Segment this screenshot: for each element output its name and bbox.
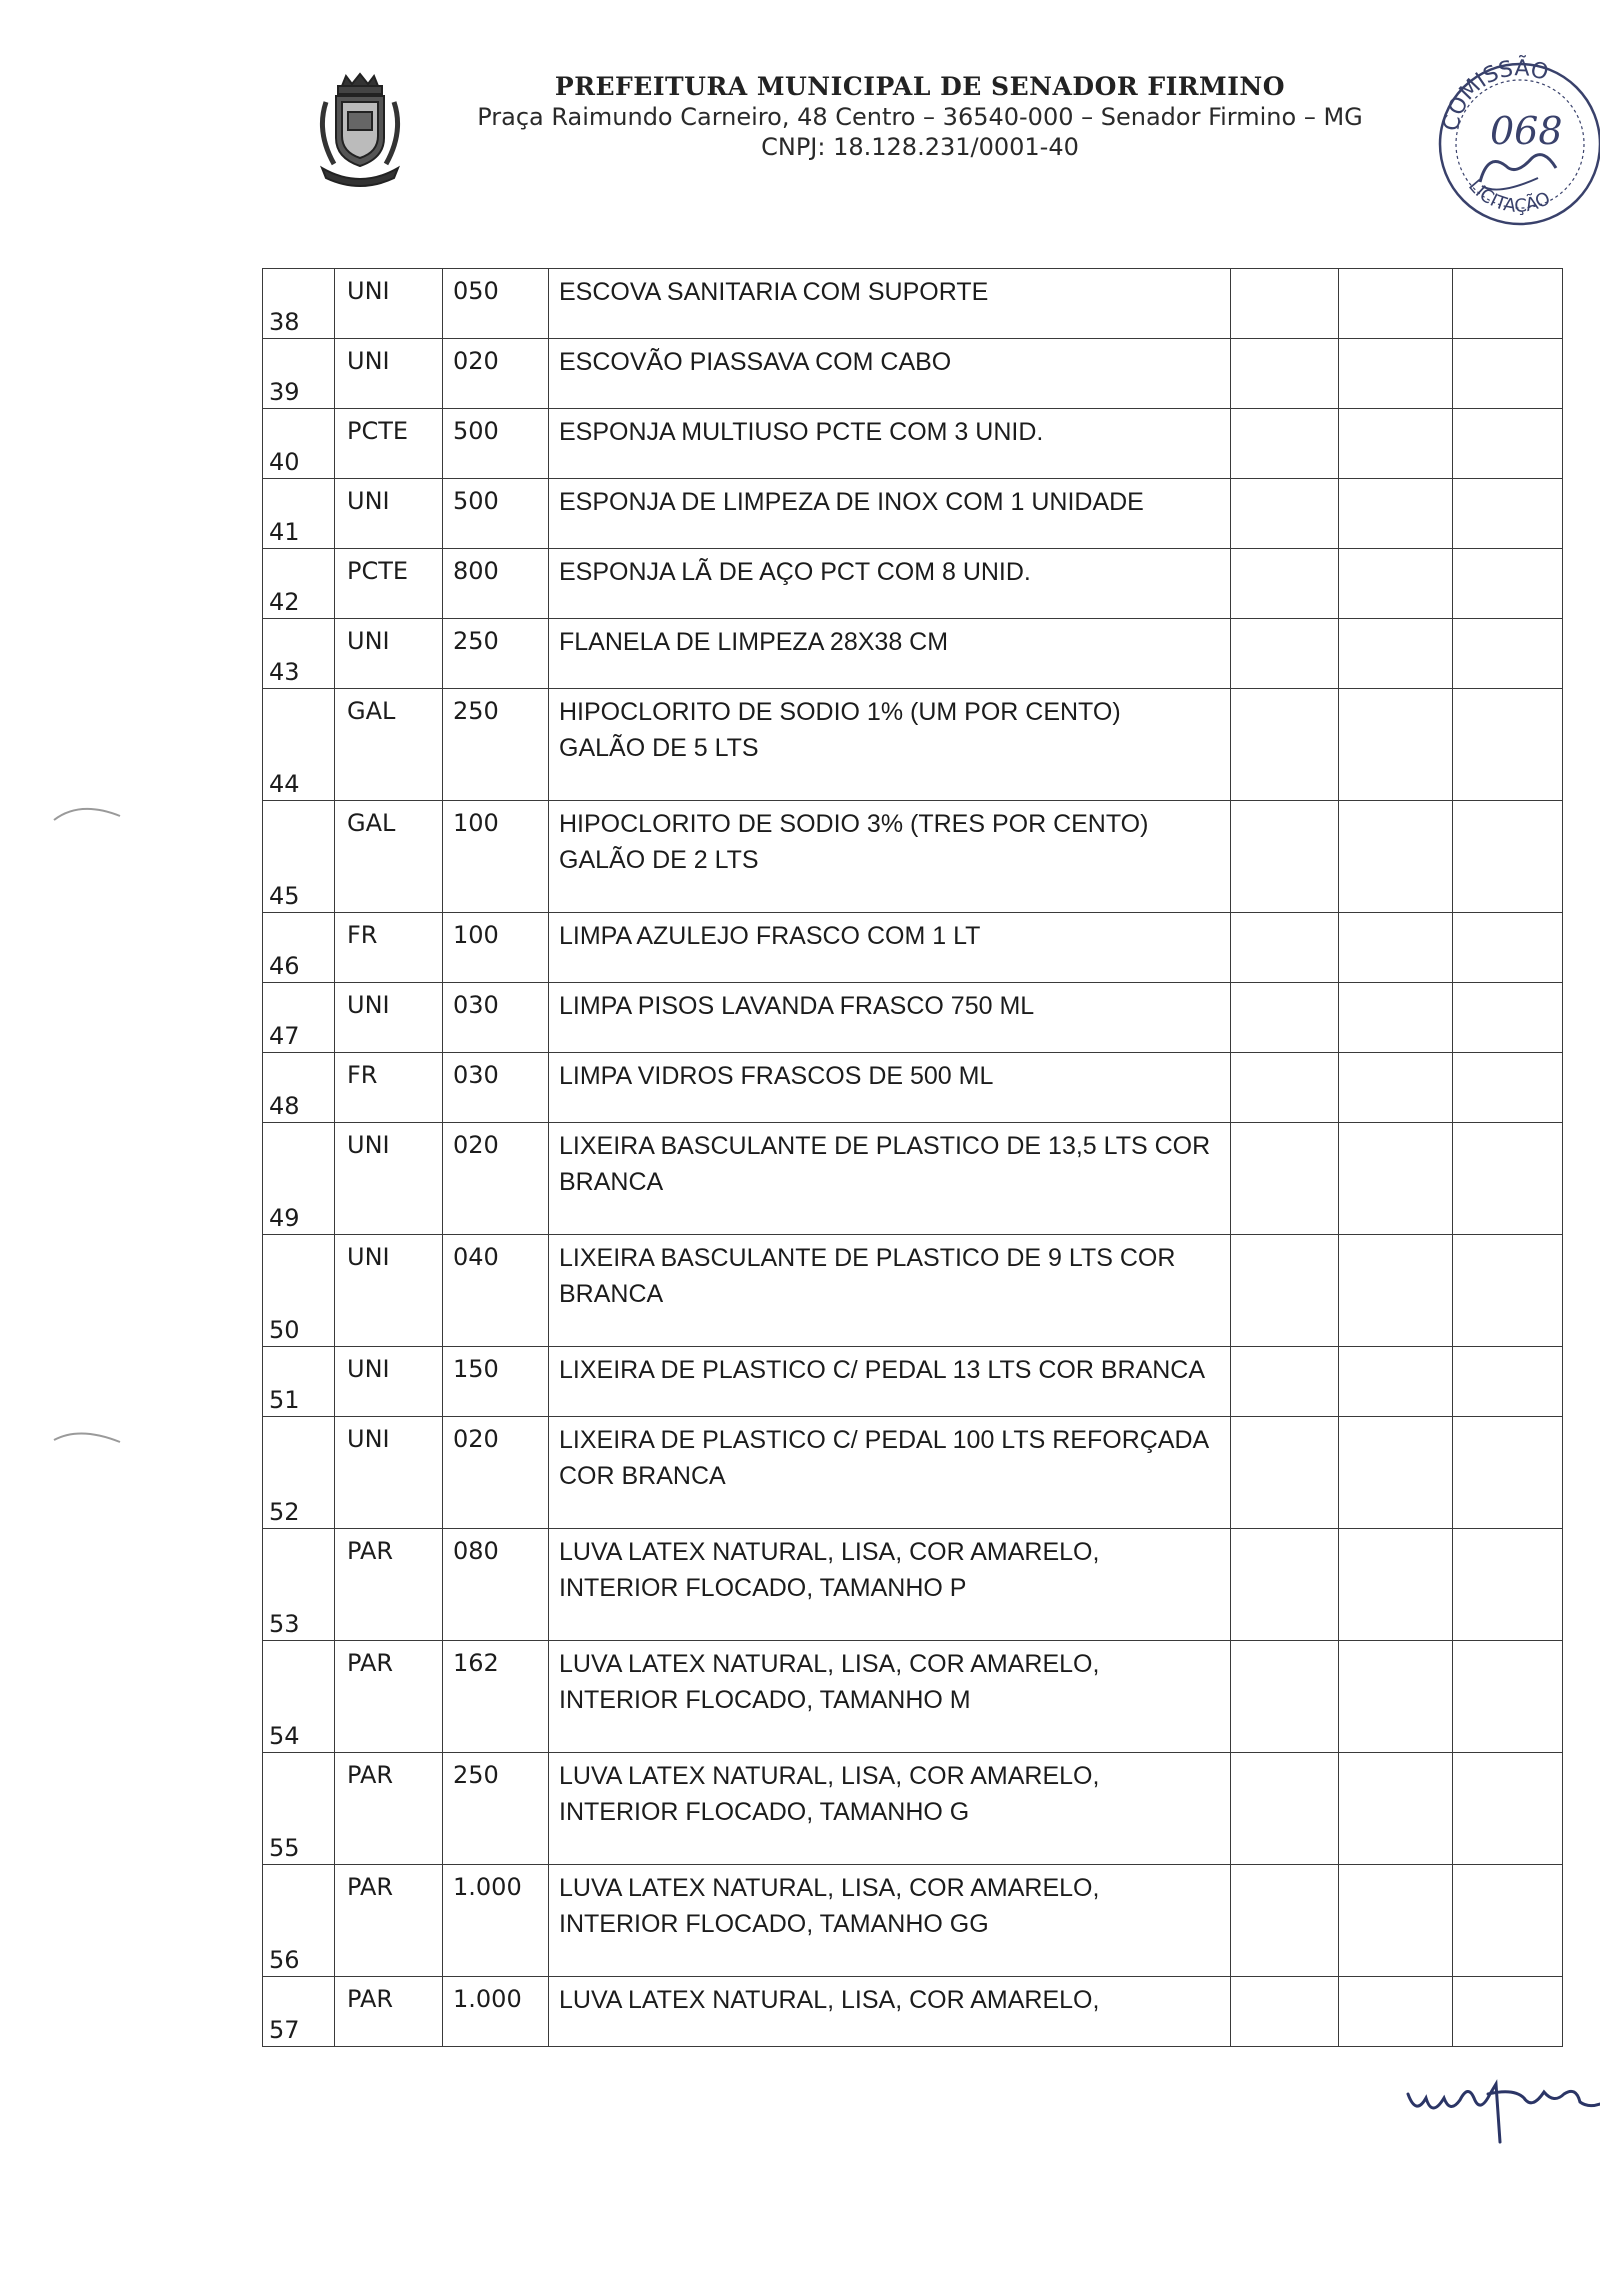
description-line: ESPONJA LÃ DE AÇO PCT COM 8 UNID. [559,558,1031,586]
description-line: LIXEIRA DE PLASTICO C/ PEDAL 100 LTS REFORÇADA [559,1426,1210,1454]
item-number: 38 [263,269,335,339]
table-row [263,1417,1563,1529]
item-quantity: 150 [443,1347,549,1417]
item-unit: UNI [335,619,443,689]
item-number: 44 [263,689,335,801]
item-description [549,1235,1231,1347]
brand-cell [1453,1641,1563,1753]
unit-price-cell [1231,1529,1339,1641]
total-price-cell [1339,409,1453,479]
total-price-cell [1339,1529,1453,1641]
unit-price-cell [1231,1977,1339,2047]
item-number: 42 [263,549,335,619]
item-description [549,1641,1231,1753]
description-line: LUVA LATEX NATURAL, LISA, COR AMARELO, [559,1986,1100,2014]
brand-cell [1453,1235,1563,1347]
cnpj-line: CNPJ: 18.128.231/0001-40 [761,133,1079,161]
brand-cell [1453,1753,1563,1865]
item-number: 49 [263,1123,335,1235]
item-description [549,1977,1231,2047]
item-quantity: 1.000 [443,1865,549,1977]
item-description [549,619,1231,689]
item-description [549,1053,1231,1123]
total-price-cell [1339,1641,1453,1753]
item-quantity: 500 [443,479,549,549]
total-price-cell [1339,1053,1453,1123]
unit-price-cell [1231,983,1339,1053]
item-quantity: 030 [443,1053,549,1123]
unit-price-cell [1231,1347,1339,1417]
brand-cell [1453,549,1563,619]
item-number: 55 [263,1753,335,1865]
brand-cell [1453,479,1563,549]
item-description [549,1529,1231,1641]
item-unit: UNI [335,339,443,409]
total-price-cell [1339,619,1453,689]
total-price-cell [1339,913,1453,983]
item-unit: FR [335,913,443,983]
brand-cell [1453,983,1563,1053]
item-description [549,983,1231,1053]
item-number: 41 [263,479,335,549]
scan-mark [50,800,130,840]
item-number: 50 [263,1235,335,1347]
table-row [263,1865,1563,1977]
table-row [263,1529,1563,1641]
item-unit: GAL [335,801,443,913]
item-quantity: 100 [443,801,549,913]
total-price-cell [1339,1865,1453,1977]
description-line: BRANCA [559,1280,664,1308]
commission-stamp [1428,36,1600,232]
brand-cell [1453,409,1563,479]
item-description [549,1347,1231,1417]
item-quantity: 020 [443,1417,549,1529]
item-quantity: 040 [443,1235,549,1347]
items-table [262,268,1563,2047]
item-unit: PCTE [335,409,443,479]
table-row [263,339,1563,409]
table-row [263,549,1563,619]
brand-cell [1453,1053,1563,1123]
item-quantity: 080 [443,1529,549,1641]
table-row [263,1977,1563,2047]
total-price-cell [1339,1753,1453,1865]
total-price-cell [1339,549,1453,619]
item-number: 51 [263,1347,335,1417]
description-line: ESPONJA DE LIMPEZA DE INOX COM 1 UNIDADE [559,488,1144,516]
unit-price-cell [1231,1053,1339,1123]
item-unit: UNI [335,1123,443,1235]
total-price-cell [1339,689,1453,801]
table-row [263,1235,1563,1347]
coat-of-arms-logo [312,72,408,192]
total-price-cell [1339,1347,1453,1417]
table-row [263,479,1563,549]
item-description [549,549,1231,619]
description-line: LIMPA AZULEJO FRASCO COM 1 LT [559,922,981,950]
item-quantity: 050 [443,269,549,339]
brand-cell [1453,619,1563,689]
unit-price-cell [1231,619,1339,689]
unit-price-cell [1231,801,1339,913]
description-line: INTERIOR FLOCADO, TAMANHO M [559,1686,971,1714]
item-unit: PAR [335,1641,443,1753]
item-number: 47 [263,983,335,1053]
table-row [263,409,1563,479]
table-row [263,1347,1563,1417]
brand-cell [1453,1977,1563,2047]
item-quantity: 162 [443,1641,549,1753]
item-description [549,689,1231,801]
municipality-title: PREFEITURA MUNICIPAL DE SENADOR FIRMINO [554,72,1286,101]
total-price-cell [1339,801,1453,913]
item-description [549,1865,1231,1977]
unit-price-cell [1231,269,1339,339]
unit-price-cell [1231,913,1339,983]
item-number: 52 [263,1417,335,1529]
item-unit: FR [335,1053,443,1123]
item-description [549,479,1231,549]
item-number: 56 [263,1865,335,1977]
item-quantity: 800 [443,549,549,619]
description-line: INTERIOR FLOCADO, TAMANHO P [559,1574,967,1602]
item-description [549,801,1231,913]
description-line: ESCOVÃO PIASSAVA COM CABO [559,348,952,376]
item-number: 53 [263,1529,335,1641]
table-row [263,1123,1563,1235]
description-line: ESCOVA SANITARIA COM SUPORTE [559,278,989,306]
unit-price-cell [1231,1641,1339,1753]
item-quantity: 250 [443,619,549,689]
item-number: 40 [263,409,335,479]
unit-price-cell [1231,1865,1339,1977]
item-unit: UNI [335,1417,443,1529]
description-line: BRANCA [559,1168,664,1196]
description-line: ESPONJA MULTIUSO PCTE COM 3 UNID. [559,418,1044,446]
unit-price-cell [1231,549,1339,619]
description-line: COR BRANCA [559,1462,726,1490]
item-unit: UNI [335,269,443,339]
table-row [263,913,1563,983]
description-line: HIPOCLORITO DE SODIO 1% (UM POR CENTO) [559,698,1121,726]
description-line: LUVA LATEX NATURAL, LISA, COR AMARELO, [559,1762,1100,1790]
handwritten-initials [1404,2064,1600,2154]
description-line: LUVA LATEX NATURAL, LISA, COR AMARELO, [559,1650,1100,1678]
total-price-cell [1339,1977,1453,2047]
item-number: 57 [263,1977,335,2047]
description-line: HIPOCLORITO DE SODIO 3% (TRES POR CENTO) [559,810,1149,838]
item-unit: UNI [335,479,443,549]
table-row [263,983,1563,1053]
item-description [549,409,1231,479]
description-line: FLANELA DE LIMPEZA 28X38 CM [559,628,949,656]
item-number: 43 [263,619,335,689]
brand-cell [1453,1529,1563,1641]
total-price-cell [1339,983,1453,1053]
table-row [263,619,1563,689]
description-line: LUVA LATEX NATURAL, LISA, COR AMARELO, [559,1538,1100,1566]
stamp-bottom-text: LICITAÇÃO [1464,175,1554,217]
brand-cell [1453,1123,1563,1235]
unit-price-cell [1231,1235,1339,1347]
item-number: 39 [263,339,335,409]
item-unit: PAR [335,1865,443,1977]
item-description [549,913,1231,983]
brand-cell [1453,1865,1563,1977]
brand-cell [1453,801,1563,913]
unit-price-cell [1231,1417,1339,1529]
description-line: GALÃO DE 2 LTS [559,846,759,874]
total-price-cell [1339,1123,1453,1235]
total-price-cell [1339,339,1453,409]
unit-price-cell [1231,1123,1339,1235]
description-line: LIXEIRA DE PLASTICO C/ PEDAL 13 LTS COR BRANCA [559,1356,1206,1384]
table-row [263,1753,1563,1865]
table-row [263,1641,1563,1753]
item-unit: PAR [335,1753,443,1865]
item-description [549,269,1231,339]
description-line: LIMPA PISOS LAVANDA FRASCO 750 ML [559,992,1035,1020]
item-number: 48 [263,1053,335,1123]
table-row [263,269,1563,339]
item-unit: UNI [335,1347,443,1417]
item-unit: PAR [335,1529,443,1641]
item-quantity: 100 [443,913,549,983]
item-unit: GAL [335,689,443,801]
table-row [263,1053,1563,1123]
unit-price-cell [1231,339,1339,409]
item-quantity: 500 [443,409,549,479]
description-line: LIXEIRA BASCULANTE DE PLASTICO DE 9 LTS COR [559,1244,1176,1272]
item-description [549,1417,1231,1529]
address-line: Praça Raimundo Carneiro, 48 Centro – 36540-000 – Senador Firmino – MG [477,103,1363,131]
item-quantity: 030 [443,983,549,1053]
item-unit: UNI [335,983,443,1053]
brand-cell [1453,913,1563,983]
unit-price-cell [1231,409,1339,479]
item-quantity: 1.000 [443,1977,549,2047]
brand-cell [1453,689,1563,801]
description-line: LUVA LATEX NATURAL, LISA, COR AMARELO, [559,1874,1100,1902]
total-price-cell [1339,1235,1453,1347]
item-number: 45 [263,801,335,913]
stamp-top-text: COMISSÃO [1438,56,1552,134]
total-price-cell [1339,1417,1453,1529]
description-line: LIMPA VIDROS FRASCOS DE 500 ML [559,1062,994,1090]
unit-price-cell [1231,1753,1339,1865]
item-quantity: 250 [443,689,549,801]
item-quantity: 020 [443,1123,549,1235]
item-unit: PAR [335,1977,443,2047]
description-line: INTERIOR FLOCADO, TAMANHO G [559,1798,970,1826]
letterhead [420,72,1420,161]
unit-price-cell [1231,689,1339,801]
item-unit: UNI [335,1235,443,1347]
description-line: LIXEIRA BASCULANTE DE PLASTICO DE 13,5 LTS COR [559,1132,1211,1160]
brand-cell [1453,339,1563,409]
stamp-number: 068 [1490,109,1563,153]
item-description [549,1753,1231,1865]
unit-price-cell [1231,479,1339,549]
item-unit: PCTE [335,549,443,619]
item-description [549,1123,1231,1235]
table-row [263,689,1563,801]
brand-cell [1453,1417,1563,1529]
scan-mark [50,1420,130,1460]
item-quantity: 250 [443,1753,549,1865]
item-number: 54 [263,1641,335,1753]
brand-cell [1453,269,1563,339]
item-quantity: 020 [443,339,549,409]
description-line: GALÃO DE 5 LTS [559,734,759,762]
total-price-cell [1339,479,1453,549]
table-row [263,801,1563,913]
item-description [549,339,1231,409]
total-price-cell [1339,269,1453,339]
item-number: 46 [263,913,335,983]
brand-cell [1453,1347,1563,1417]
description-line: INTERIOR FLOCADO, TAMANHO GG [559,1910,989,1938]
